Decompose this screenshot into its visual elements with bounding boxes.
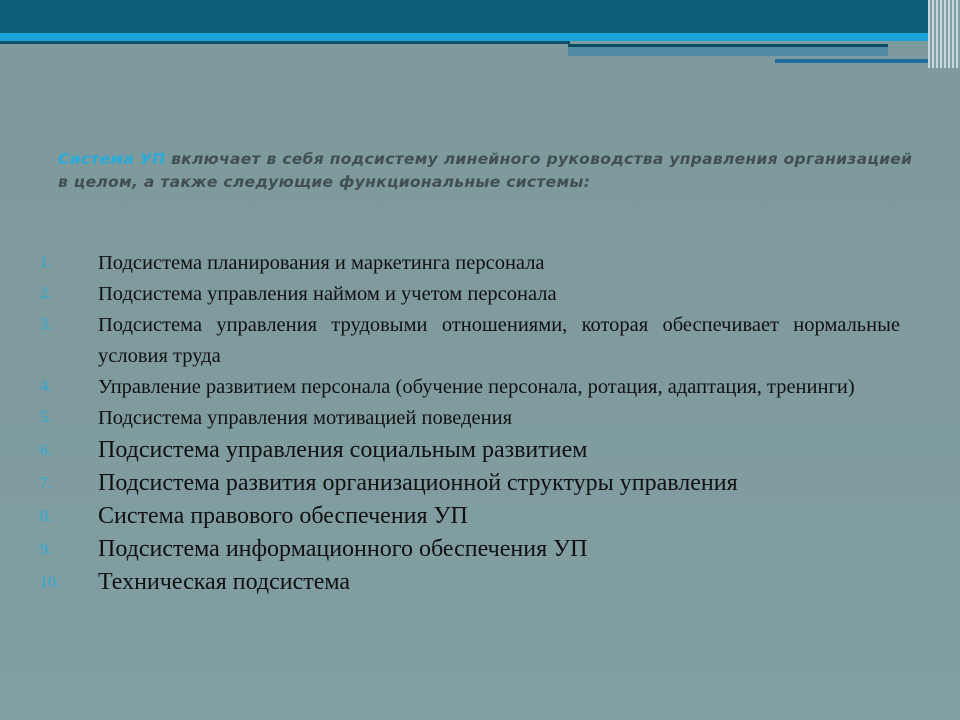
- list-number: 7.: [40, 475, 52, 492]
- list-item: [40, 467, 900, 500]
- list-item: [40, 310, 900, 372]
- list-number: 3.: [40, 316, 52, 333]
- list-item: [40, 500, 900, 533]
- list-number: 6.: [40, 442, 52, 459]
- intro-highlight: Система УП: [58, 150, 166, 168]
- list-number: 4.: [40, 378, 52, 395]
- list-text: Техническая подсистема: [98, 569, 351, 595]
- list-item: [40, 533, 900, 566]
- list-item: [40, 403, 900, 434]
- list-text: Подсистема управления социальным развитием: [98, 437, 588, 463]
- header-bar: [0, 0, 960, 33]
- list-text: Управление развитием персонала (обучение персонала, ротация, адаптация, тренинги): [98, 376, 855, 398]
- list-item: [40, 434, 900, 467]
- list-text: Подсистема информационного обеспечения УП: [98, 536, 588, 562]
- list-number: 8.: [40, 508, 52, 525]
- list-number: 10.: [40, 574, 60, 591]
- intro-text: включает в себя подсистему линейного руководства управления организацией в целом, а также следующие функциональные системы:: [58, 150, 913, 191]
- list-text: Подсистема управления мотивацией поведения: [98, 407, 513, 429]
- decorative-vertical-bars: [928, 0, 960, 68]
- header-stripe-accent: [775, 59, 943, 63]
- header-stripe-segment: [568, 44, 888, 56]
- header-stripe-dark: [0, 41, 570, 44]
- list-text: Подсистема управления трудовыми отношениями, которая обеспечивает нормальные условия труда: [98, 314, 900, 367]
- list-item: [40, 248, 900, 279]
- list-text: Подсистема управления наймом и учетом персонала: [98, 283, 557, 305]
- list-number: 9.: [40, 541, 52, 558]
- list-item: [40, 566, 900, 599]
- subsystem-list: [40, 248, 900, 599]
- list-text: Система правового обеспечения УП: [98, 503, 468, 529]
- list-text: Подсистема планирования и маркетинга персонала: [98, 252, 545, 274]
- list-item: [40, 372, 900, 403]
- list-number: 5.: [40, 409, 52, 426]
- header-stripe: [0, 33, 960, 41]
- list-item: [40, 279, 900, 310]
- list-number: 2.: [40, 285, 52, 302]
- list-number: 1.: [40, 254, 52, 271]
- intro-paragraph: [58, 148, 918, 194]
- list-text: Подсистема развития организационной структуры управления: [98, 470, 738, 496]
